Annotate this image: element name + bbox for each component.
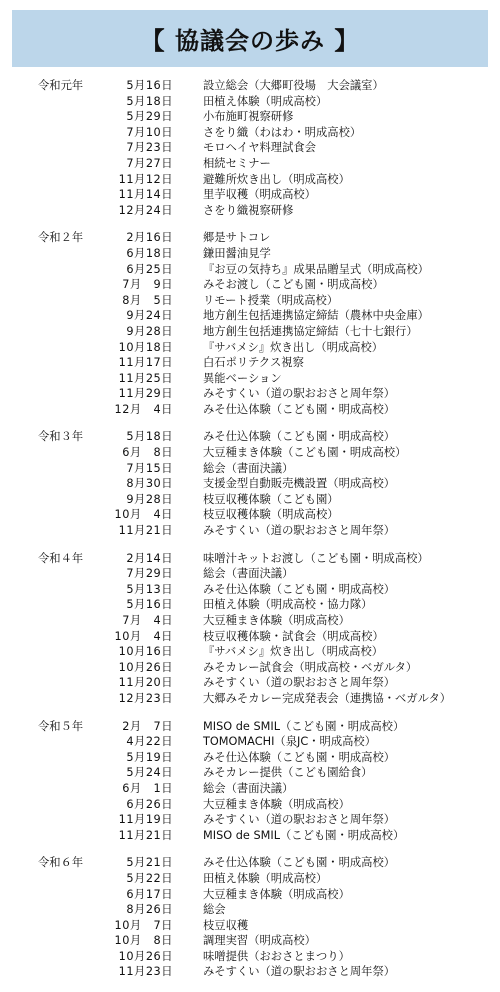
event-row	[0, 828, 500, 844]
event-row	[0, 277, 500, 293]
event-text: 地方創生包括連携協定締結（七十七銀行）	[203, 324, 418, 338]
event-text: 総会（書面決議）	[203, 567, 294, 581]
event-date: 2月 7日	[122, 719, 173, 733]
event-date: 11月12日	[118, 172, 173, 186]
event-row	[0, 507, 500, 523]
event-text: 郷是サトコレ	[203, 231, 271, 245]
event-date: 6月18日	[126, 246, 173, 260]
event-text: みそすくい（道の駅おおさと周年祭）	[203, 813, 396, 827]
event-date: 5月16日	[126, 79, 173, 92]
event-date: 8月 5日	[122, 293, 173, 307]
event-row	[0, 402, 500, 418]
event-text: TOMOMACHI（泉JC・明成高校）	[203, 735, 377, 749]
event-row	[0, 125, 500, 141]
event-text: みそカレー提供（こども園給食）	[203, 766, 373, 780]
event-date: 8月26日	[126, 903, 173, 917]
year-section	[0, 855, 500, 980]
event-row	[0, 492, 500, 508]
event-text: みそ仕込体験（こども園・明成高校）	[203, 402, 396, 416]
event-row	[0, 629, 500, 645]
event-row	[0, 429, 500, 445]
event-text: みそ仕込体験（こども園・明成高校）	[203, 582, 396, 596]
event-text: 味噌汁キットお渡し（こども園・明成高校）	[203, 551, 429, 565]
event-row	[0, 140, 500, 156]
event-date: 10月26日	[118, 949, 173, 963]
event-text: 大豆種まき体験（明成高校）	[203, 614, 350, 627]
event-row	[0, 308, 500, 324]
event-date: 12月24日	[118, 203, 173, 217]
event-text: 田植え体験（明成高校・協力隊）	[203, 598, 373, 612]
event-row	[0, 582, 500, 598]
year-section	[0, 429, 500, 538]
event-date: 6月 8日	[122, 446, 173, 460]
event-date: 5月18日	[126, 94, 173, 108]
event-date: 4月22日	[126, 735, 173, 749]
event-row	[0, 109, 500, 125]
year-label: 令和６年	[38, 856, 84, 870]
timeline	[0, 78, 500, 992]
event-text: 避難所炊き出し（明成高校）	[203, 172, 350, 186]
event-text: 田植え体験（明成高校）	[203, 94, 328, 108]
event-text: 白石ポリテクス視察	[203, 356, 304, 370]
event-date: 11月21日	[118, 828, 173, 842]
event-date: 5月13日	[126, 582, 173, 596]
event-date: 7月29日	[126, 567, 173, 581]
event-date: 7月23日	[126, 141, 173, 155]
event-row	[0, 887, 500, 903]
event-date: 9月28日	[126, 492, 173, 506]
event-text: 大豆種まき体験（明成高校）	[203, 887, 350, 901]
event-row	[0, 386, 500, 402]
event-text: 『サバメシ』炊き出し（明成高校）	[203, 645, 384, 659]
event-text: 枝豆収穫体験（明成高校）	[203, 508, 339, 522]
event-text: 枝豆収穫体験・試食会（明成高校）	[203, 629, 384, 643]
event-row	[0, 918, 500, 934]
event-date: 7月10日	[126, 125, 173, 139]
event-text: 総会（書面決議）	[203, 461, 294, 475]
event-row	[0, 765, 500, 781]
event-text: みそすくい（道の駅おおさと周年祭）	[203, 524, 396, 538]
event-row	[0, 597, 500, 613]
event-date: 6月26日	[126, 797, 173, 811]
event-date: 7月27日	[126, 156, 173, 170]
event-date: 9月24日	[126, 309, 173, 323]
event-date: 11月19日	[118, 813, 173, 827]
event-date: 10月 4日	[114, 508, 173, 522]
year-label: 令和３年	[38, 430, 84, 444]
event-date: 7月 9日	[122, 278, 173, 292]
event-date: 9月28日	[126, 324, 173, 338]
event-text: みそお渡し（こども園・明成高校）	[203, 278, 384, 292]
event-row	[0, 445, 500, 461]
event-row	[0, 340, 500, 356]
event-text: さをり織視察研修	[203, 203, 294, 217]
year-section	[0, 551, 500, 707]
event-text: 大郷みそカレー完成発表会（連携協・ベガルタ）	[203, 691, 452, 705]
event-date: 2月14日	[126, 551, 173, 565]
event-date: 10月26日	[118, 660, 173, 674]
event-date: 10月18日	[118, 340, 173, 354]
event-text: みそ仕込体験（こども園・明成高校）	[203, 750, 396, 764]
event-date: 11月25日	[118, 371, 173, 385]
event-date: 11月14日	[118, 188, 173, 202]
event-row	[0, 566, 500, 582]
event-text: みそすくい（道の駅おおさと周年祭）	[203, 676, 396, 690]
event-text: 味噌提供（おおさとまつり）	[203, 949, 350, 963]
event-date: 6月25日	[126, 262, 173, 276]
event-text: 地方創生包括連携協定締結（農林中央金庫）	[203, 309, 429, 323]
event-row	[0, 933, 500, 949]
event-text: さをり織（わはわ・明成高校）	[203, 125, 362, 139]
event-row	[0, 156, 500, 172]
event-row	[0, 461, 500, 477]
event-text: 総会	[203, 903, 226, 917]
event-date: 5月24日	[126, 766, 173, 780]
year-label: 令和元年	[38, 79, 84, 92]
event-text: 『サバメシ』炊き出し（明成高校）	[203, 340, 384, 354]
event-date: 8月30日	[126, 477, 173, 491]
year-label: 令和５年	[38, 719, 84, 733]
event-row	[0, 246, 500, 262]
event-date: 10月 7日	[114, 918, 173, 932]
event-date: 6月 1日	[122, 781, 173, 795]
event-row	[0, 719, 500, 735]
event-date: 11月20日	[118, 676, 173, 690]
event-date: 2月16日	[126, 231, 173, 245]
event-row	[0, 750, 500, 766]
year-label: 令和４年	[38, 551, 84, 565]
event-row	[0, 262, 500, 278]
event-row	[0, 964, 500, 980]
event-date: 5月18日	[126, 430, 173, 444]
event-row	[0, 476, 500, 492]
event-row	[0, 949, 500, 965]
year-label: 令和２年	[38, 231, 84, 245]
event-date: 7月 4日	[122, 614, 173, 627]
event-text: 『お豆の気持ち』成果品贈呈式（明成高校）	[203, 262, 429, 276]
event-text: 里芋収穫（明成高校）	[203, 188, 316, 202]
event-text: みそカレー試食会（明成高校・ベガルタ）	[203, 660, 418, 674]
event-row	[0, 660, 500, 676]
year-section	[0, 230, 500, 417]
event-row	[0, 551, 500, 567]
event-date: 10月 4日	[114, 629, 173, 643]
event-row	[0, 230, 500, 246]
event-text: 総会（書面決議）	[203, 781, 294, 795]
event-row	[0, 293, 500, 309]
event-row	[0, 523, 500, 539]
event-date: 7月15日	[126, 461, 173, 475]
event-text: MISO de SMIL（こども園・明成高校）	[203, 719, 405, 733]
event-row	[0, 644, 500, 660]
event-row	[0, 734, 500, 750]
event-text: モロヘイヤ料理試食会	[203, 141, 316, 155]
event-row	[0, 812, 500, 828]
event-text: MISO de SMIL（こども園・明成高校）	[203, 828, 405, 842]
event-text: 大豆種まき体験（こども園・明成高校）	[203, 446, 407, 460]
year-section	[0, 78, 500, 218]
event-date: 5月22日	[126, 871, 173, 885]
event-text: 田植え体験（明成高校）	[203, 871, 328, 885]
title-banner	[12, 10, 488, 67]
event-row	[0, 691, 500, 707]
event-date: 11月23日	[118, 965, 173, 979]
event-row	[0, 781, 500, 797]
event-date: 10月 8日	[114, 934, 173, 948]
event-text: みそ仕込体験（こども園・明成高校）	[203, 430, 396, 444]
event-row	[0, 871, 500, 887]
event-date: 5月29日	[126, 110, 173, 124]
event-text: みそすくい（道の駅おおさと周年祭）	[203, 965, 396, 979]
event-row	[0, 203, 500, 219]
event-row	[0, 324, 500, 340]
page-title: 【 協議会の歩み 】	[140, 27, 360, 55]
event-text: 支援金型自動販売機設置（明成高校）	[203, 477, 396, 491]
event-row	[0, 94, 500, 110]
event-row	[0, 371, 500, 387]
event-date: 5月19日	[126, 750, 173, 764]
event-text: 鎌田醤油見学	[203, 246, 271, 260]
event-date: 10月16日	[118, 645, 173, 659]
event-text: 相続セミナー	[203, 156, 271, 170]
year-section	[0, 719, 500, 844]
event-row	[0, 902, 500, 918]
event-date: 12月 4日	[114, 402, 173, 416]
event-text: 調理実習（明成高校）	[203, 934, 316, 948]
event-text: 小布施町視察研修	[203, 110, 294, 124]
event-date: 5月21日	[126, 856, 173, 870]
event-date: 11月17日	[118, 356, 173, 370]
event-text: リモート授業（明成高校）	[203, 293, 339, 307]
event-date: 6月17日	[126, 887, 173, 901]
event-date: 5月16日	[126, 598, 173, 612]
event-date: 12月23日	[118, 691, 173, 705]
event-text: 大豆種まき体験（明成高校）	[203, 797, 350, 811]
event-row	[0, 855, 500, 871]
event-row	[0, 187, 500, 203]
event-text: みそ仕込体験（こども園・明成高校）	[203, 856, 396, 870]
event-text: 異能ベーション	[203, 371, 282, 385]
event-row	[0, 355, 500, 371]
event-row	[0, 172, 500, 188]
event-text: 枝豆収穫	[203, 918, 249, 932]
event-text: みそすくい（道の駅おおさと周年祭）	[203, 387, 396, 401]
event-row	[0, 78, 500, 94]
event-row	[0, 797, 500, 813]
event-row	[0, 613, 500, 629]
event-date: 11月21日	[118, 524, 173, 538]
event-text: 枝豆収穫体験（こども園）	[203, 492, 339, 506]
event-text: 設立総会（大郷町役場 大会議室）	[203, 79, 384, 92]
event-row	[0, 675, 500, 691]
event-date: 11月29日	[118, 387, 173, 401]
